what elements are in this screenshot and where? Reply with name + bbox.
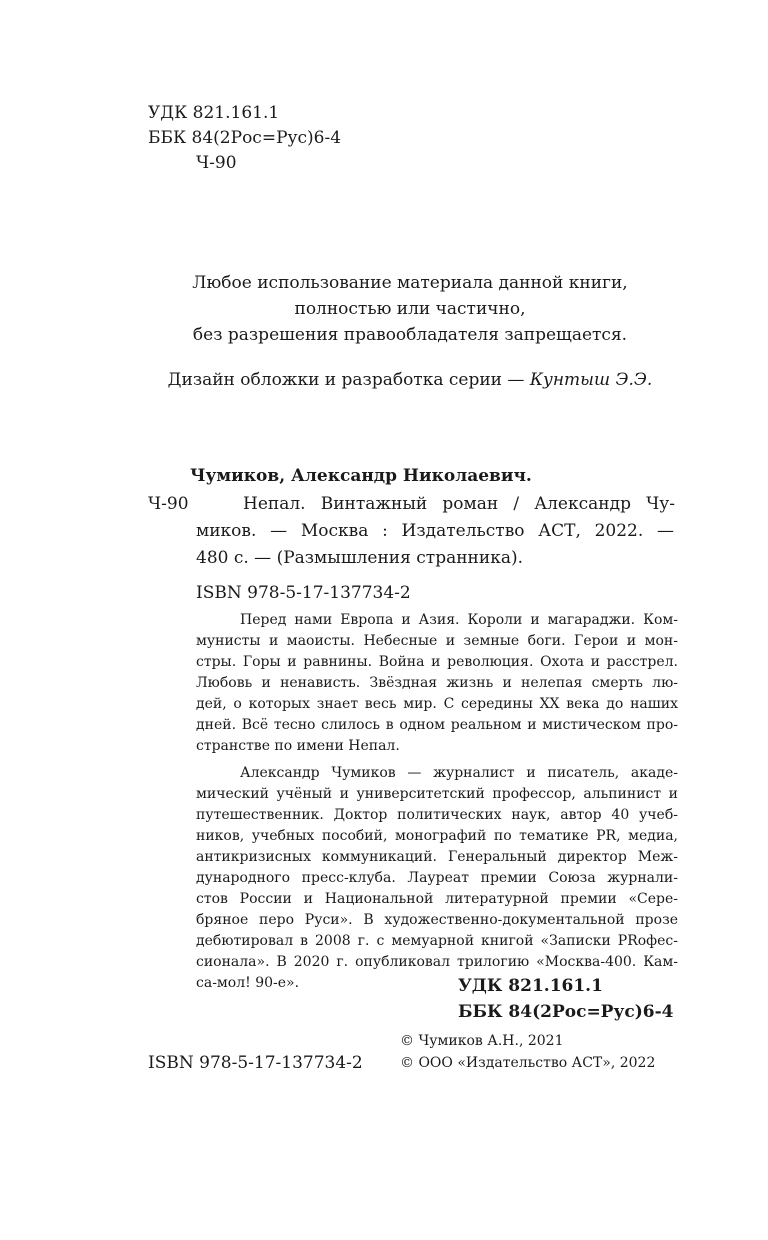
catalog-author-sign: Ч-90 <box>148 494 189 514</box>
bottom-isbn: ISBN 978-5-17-137734-2 <box>148 1053 363 1073</box>
annotation-p2-line: стов России и Национальной литературной премии «Сере- <box>196 891 678 907</box>
copyright-publisher: © ООО «Издательство АСТ», 2022 <box>400 1055 656 1071</box>
annotation-p2-line: дународного пресс-клуба. Лауреат премии Союза журнали- <box>196 870 678 886</box>
designer-name: Кунтыш Э.Э. <box>529 370 653 390</box>
annotation-p1-line: дней. Всё тесно слилось в одном реальном и мистическом про- <box>196 717 678 733</box>
annotation-p1-line: стры. Горы и равнины. Война и революция. Охота и расстрел. <box>196 654 678 670</box>
bottom-bbk-code: ББК 84(2Рос=Рус)6-4 <box>458 1002 674 1022</box>
annotation-p1-line: дей, о которых знает весь мир. С середины XX века до наших <box>196 696 678 712</box>
annotation-p2-line: ников, учебных пособий, монографий по тематике PR, медиа, <box>196 828 678 844</box>
annotation-p2-line: антикризисных коммуникаций. Генеральный директор Меж- <box>196 849 678 865</box>
annotation-p2-line: мический учёный и университетский профессор, альпинист и <box>196 786 678 802</box>
annotation-p1-line: Перед нами Европа и Азия. Короли и магараджи. Ком- <box>240 612 678 628</box>
catalog-line-3: 480 с. — (Размышления странника). <box>196 548 524 568</box>
design-credit <box>140 370 680 390</box>
copyright-notice <box>150 270 670 348</box>
notice-line-3: без разрешения правообладателя запрещается. <box>192 325 628 345</box>
design-credit-text: Дизайн обложки и разработка серии — <box>167 370 530 390</box>
catalog-isbn: ISBN 978-5-17-137734-2 <box>196 583 411 603</box>
notice-line-2: полностью или частично, <box>294 299 526 319</box>
bottom-udk-code: УДК 821.161.1 <box>458 976 603 996</box>
catalog-line-1: Непал. Винтажный роман / Александр Чу- <box>243 494 675 514</box>
bbk-code: ББК 84(2Рос=Рус)6-4 <box>148 128 342 148</box>
copyright-author: © Чумиков А.Н., 2021 <box>400 1033 564 1049</box>
catalog-author: Чумиков, Александр Николаевич. <box>190 466 532 486</box>
annotation-p2-line: са-мол! 90-е». <box>196 975 300 991</box>
annotation-p1-line: странстве по имени Непал. <box>196 738 400 754</box>
udk-code: УДК 821.161.1 <box>148 103 280 123</box>
annotation-p1-line: Любовь и ненависть. Звёздная жизнь и нелепая смерть лю- <box>196 675 678 691</box>
annotation-p2-line: сионала». В 2020 г. опубликовал трилогию «Москва-400. Кам- <box>196 954 678 970</box>
annotation-p1-line: мунисты и маоисты. Небесные и земные боги. Герои и мон- <box>196 633 678 649</box>
author-sign: Ч-90 <box>196 153 237 173</box>
notice-line-1: Любое использование материала данной книги, <box>192 273 628 293</box>
catalog-line-2: миков. — Москва : Издательство АСТ, 2022. — <box>196 521 674 541</box>
annotation-p2-line: бряное перо Руси». В художественно-документальной прозе <box>196 912 678 928</box>
annotation-p2-line: дебютировал в 2008 г. с мемуарной книгой «Записки PRофес- <box>196 933 678 949</box>
annotation-p2-line: путешественник. Доктор политических наук, автор 40 учеб- <box>196 807 678 823</box>
annotation-p2-line: Александр Чумиков — журналист и писатель, акаде- <box>240 765 678 781</box>
